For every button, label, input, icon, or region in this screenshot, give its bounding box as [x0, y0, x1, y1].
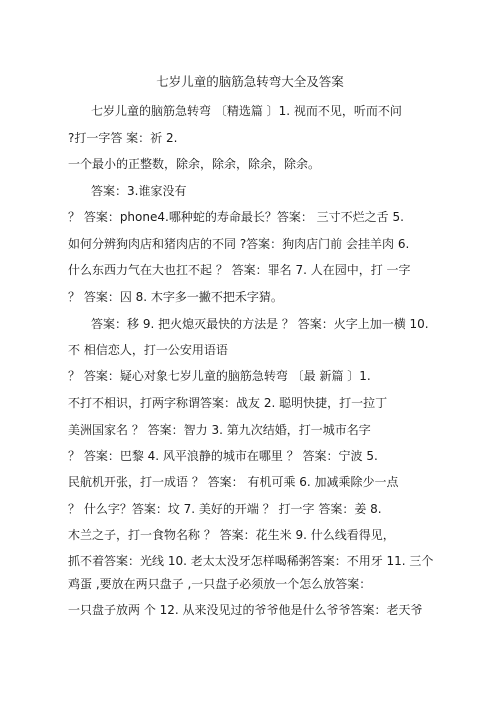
text-line: ?打一字答 案：祈 2.	[68, 131, 178, 145]
text-line: 不 相信恋人，打一公安用语语	[68, 343, 228, 357]
text-line: ？ 答案：phone4.哪种蛇的寿命最长？答案： 三寸不烂之舌 5.	[68, 210, 404, 224]
text-line: ？ 什么字？答案：坟 7. 美好的开端 ？ 打一字 答案：姜 8.	[68, 502, 382, 516]
text-line: 木兰之子，打一食物名称 ？ 答案：花生米 9. 什么线看得见，	[68, 528, 395, 542]
text-line: ？ 答案：巴黎 4. 风平浪静的城市在哪里 ？ 答案：宁波 5.	[68, 449, 378, 463]
text-line: 不打不相识，打两字称谓答案：战友 2. 聪明快捷，打一拉丁	[68, 396, 388, 410]
text-line: ？ 答案：疑心对象七岁儿童的脑筋急转弯 〔最 新篇 〕1.	[68, 369, 371, 383]
text-line: 抓不着答案：光线 10. 老太太没牙怎样喝稀粥答案：不用牙 11. 三个	[68, 554, 434, 568]
text-line: 美洲国家名 ？ 答案：智力 3. 第九次结婚，打一城市名字	[68, 423, 371, 437]
text-line: 什么东西力气在大也扛不起 ？ 答案：罪名 7. 人在园中，打 一字	[68, 263, 411, 277]
text-line: 一只盘子放两 个 12. 从来没见过的爷爷他是什么爷爷答案：老天爷	[68, 603, 423, 617]
text-line: 鸡蛋 ,要放在两只盘子 ,一只盘子必须放一个怎么放答案：	[68, 577, 372, 591]
text-line: 答案：3.谁家没有	[91, 184, 187, 198]
text-line: 一个最小的正整数，除余，除余，除余，除余。	[68, 157, 321, 171]
text-line: ？ 答案：囚 8. 木字多一撇不把禾字猜。	[68, 290, 283, 304]
text-line: 如何分辨狗肉店和猪肉店的不同 ?答案：狗肉店门前 会挂羊肉 6.	[68, 237, 410, 251]
text-line: 七岁儿童的脑筋急转弯 〔精选篇 〕1. 视而不见，听而不问	[91, 104, 402, 118]
text-line: 民航机开张，打一成语 ？ 答案： 有机可乘 6. 加减乘除少一点	[68, 475, 399, 489]
text-line: 答案：移 9. 把火熄灭最快的方法是 ？ 答案：火字上加一横 10.	[91, 317, 429, 331]
document-title: 七岁儿童的脑筋急转弯大全及答案	[156, 74, 344, 89]
